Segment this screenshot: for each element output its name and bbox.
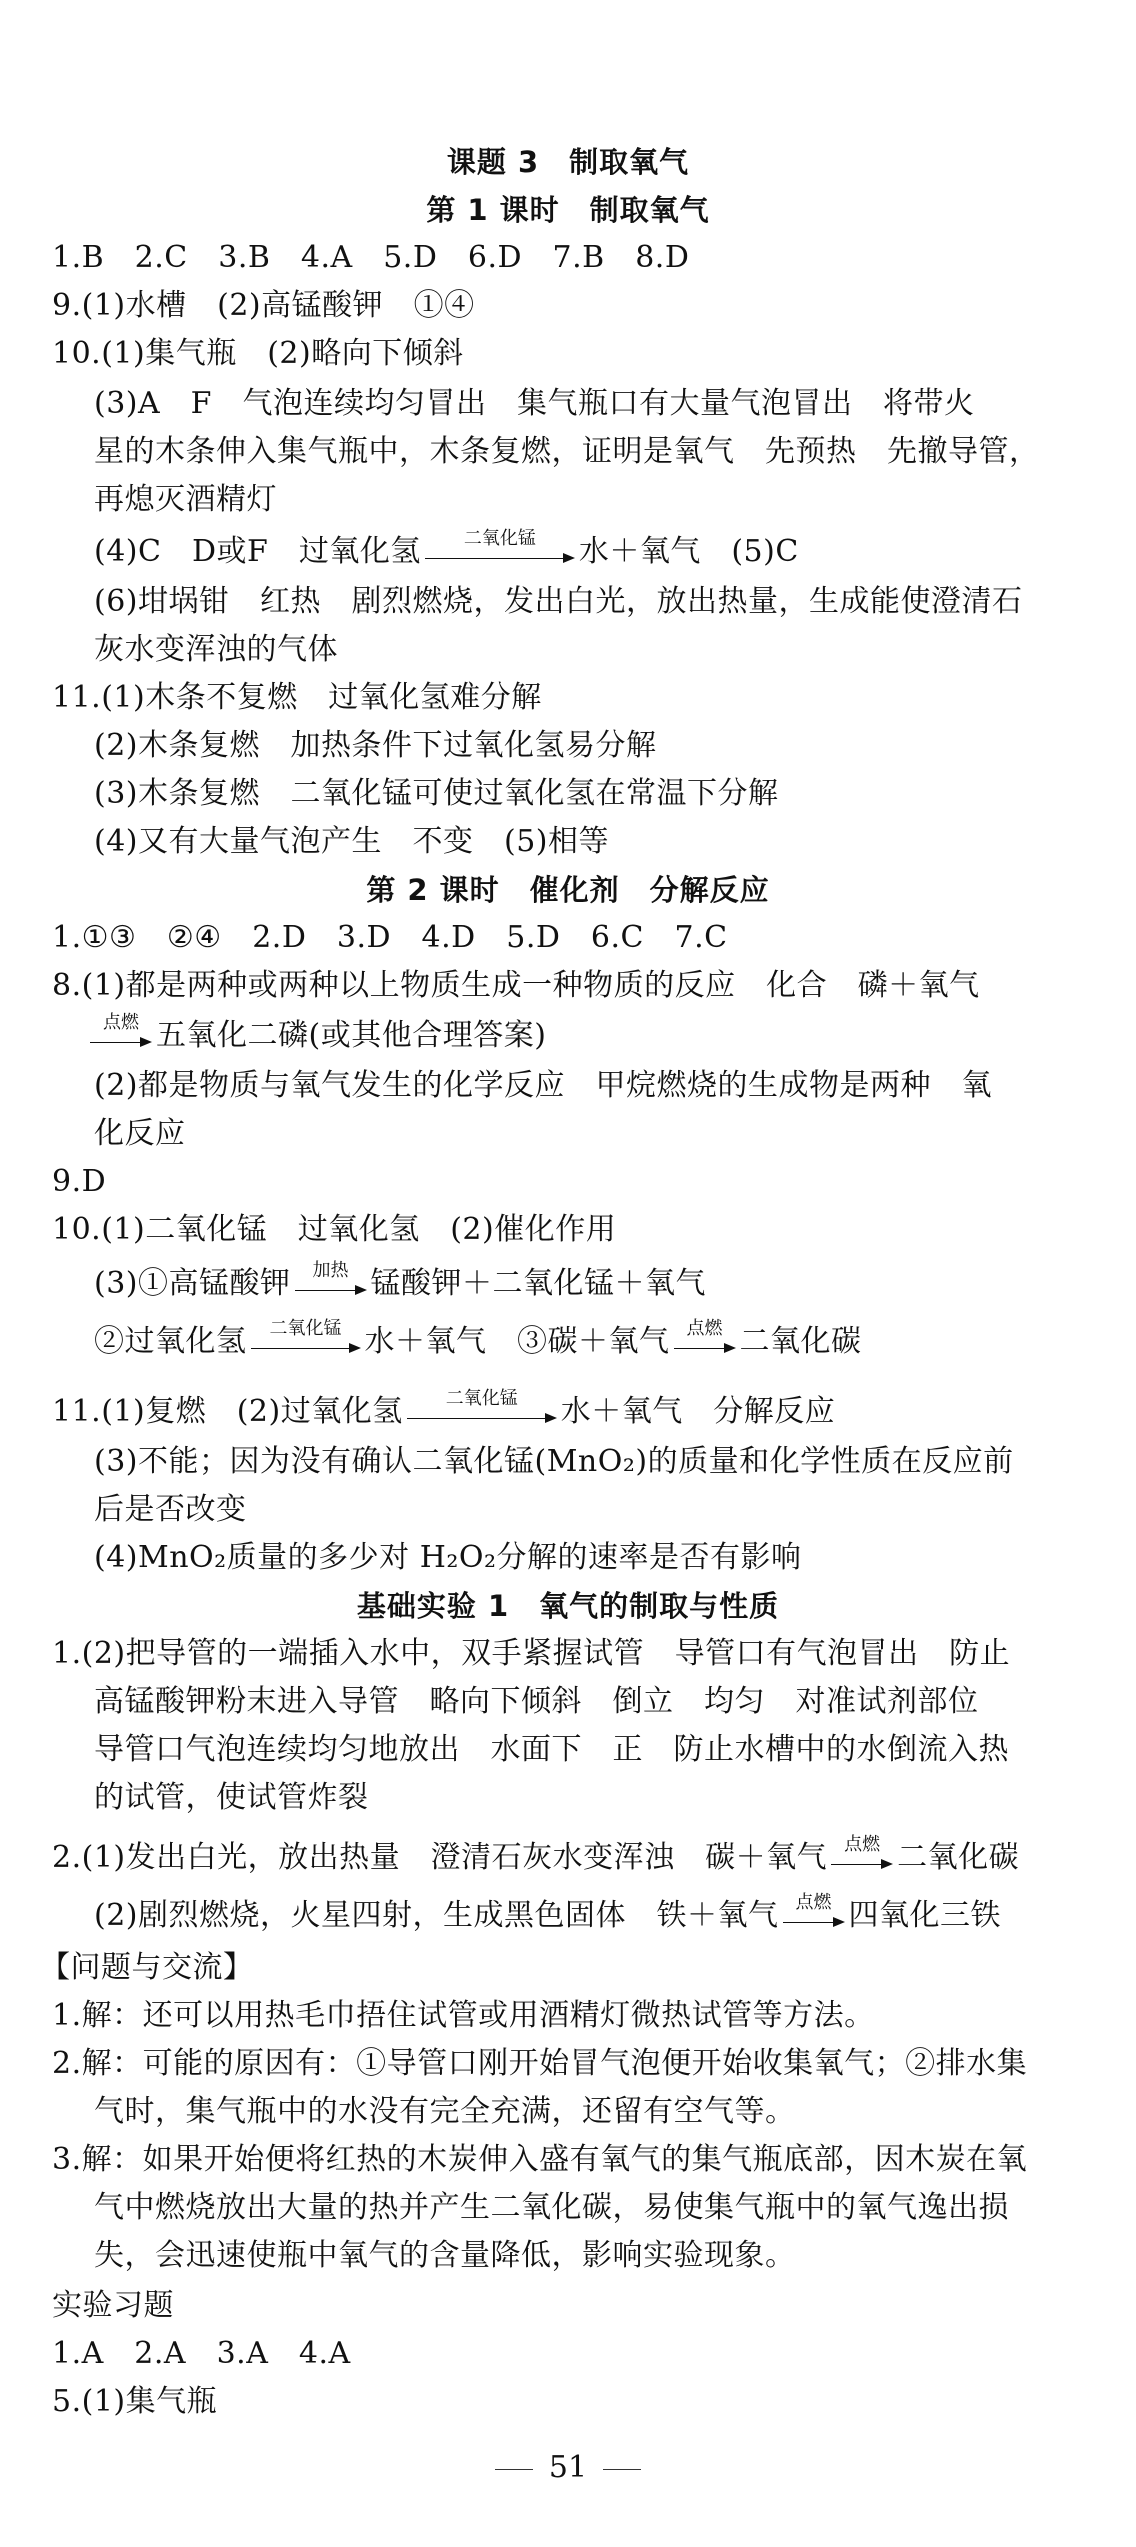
answer-line: 10.(1)二氧化锰 过氧化氢 (2)催化作用: [52, 1212, 617, 1247]
equation-right: 二氧化碳: [897, 1840, 1020, 1875]
answer-line: 星的木条伸入集气瓶中，木条复燃，证明是氧气 先预热 先撤导管，: [94, 434, 1040, 469]
answer-line: (4)又有大量气泡产生 不变 (5)相等: [94, 824, 609, 859]
equation-line: [52, 1388, 836, 1433]
answer-line: 2.解：可能的原因有：①导管口刚开始冒气泡便开始收集氧气；②排水集: [52, 2046, 1028, 2081]
subsection-label: 【问题与交流】: [40, 1950, 254, 1985]
answer-line: 气时，集气瓶中的水没有完全充满，还留有空气等。: [94, 2094, 796, 2129]
answer-line: (2)木条复燃 加热条件下过氧化氢易分解: [94, 728, 657, 763]
equation-left: (4)C D或F 过氧化氢: [94, 534, 421, 569]
arrow-condition: 二氧化锰: [269, 1318, 342, 1339]
arrow-condition: 点燃: [103, 1012, 139, 1033]
subsection-label: 实验习题: [52, 2288, 174, 2323]
page-number: [0, 2448, 1136, 2488]
answer-line: 1.B 2.C 3.B 4.A 5.D 6.D 7.B 8.D: [52, 240, 690, 275]
equation-line: [94, 1260, 706, 1305]
page-number-text: 51: [548, 2450, 588, 2485]
answer-line: 高锰酸钾粉末进入导管 略向下倾斜 倒立 均匀 对准试剂部位: [94, 1684, 979, 1719]
equation-right: 四氧化三铁: [848, 1898, 1001, 1933]
equation-left: 11.(1)复燃 (2)过氧化氢: [52, 1394, 403, 1429]
equation-left: (3)①高锰酸钾: [94, 1266, 291, 1301]
answer-line: 11.(1)木条不复燃 过氧化氢难分解: [52, 680, 542, 715]
equation-right: 五氧化二磷(或其他合理答案): [156, 1018, 547, 1053]
section-title-3: 基础实验 1 氧气的制取与性质: [356, 1589, 780, 1623]
equation-right: 二氧化碳: [739, 1324, 862, 1359]
answer-line: 1.解：还可以用热毛巾捂住试管或用酒精灯微热试管等方法。: [52, 1998, 875, 2033]
answer-line: 5.(1)集气瓶: [52, 2384, 218, 2419]
reaction-arrow: [407, 1388, 557, 1433]
answer-line: 3.解：如果开始便将红热的木炭伸入盛有氧气的集气瓶底部，因木炭在氧: [52, 2142, 1028, 2177]
answer-line: (3)木条复燃 二氧化锰可使过氧化氢在常温下分解: [94, 776, 779, 811]
equation-left: ②过氧化氢: [94, 1324, 247, 1359]
arrow-condition: 二氧化锰: [463, 528, 536, 549]
arrow-condition: 加热: [312, 1260, 349, 1281]
answer-line: 9.D: [52, 1164, 107, 1199]
answer-line: 再熄灭酒精灯: [94, 482, 277, 517]
answer-line: 导管口气泡连续均匀地放出 水面下 正 防止水槽中的水倒流入热: [94, 1732, 1009, 1767]
arrow-condition: 点燃: [844, 1834, 881, 1855]
equation-left: (2)剧烈燃烧，火星四射，生成黑色固体 铁＋氧气: [94, 1898, 779, 1933]
reaction-arrow: [783, 1892, 845, 1937]
lesson-title: 课题 3 制取氧气: [446, 145, 690, 179]
answer-line: 8.(1)都是两种或两种以上物质生成一种物质的反应 化合 磷＋氧气: [52, 968, 980, 1003]
answer-line: 9.(1)水槽 (2)高锰酸钾 ①④: [52, 288, 475, 323]
page-number-dash-left: [495, 2469, 533, 2470]
answer-line: 化反应: [94, 1116, 186, 1151]
page-number-dash-right: [603, 2469, 641, 2470]
answer-line: 灰水变浑浊的气体: [94, 632, 338, 667]
answer-line: 1.A 2.A 3.A 4.A: [52, 2336, 351, 2371]
section-title-1: 第 1 课时 制取氧气: [426, 193, 710, 227]
arrow-condition: 点燃: [795, 1892, 832, 1913]
reaction-arrow: [90, 1012, 152, 1057]
equation-line: [52, 1834, 1020, 1879]
answer-line: (3)A F 气泡连续均匀冒出 集气瓶口有大量气泡冒出 将带火: [94, 386, 975, 421]
answer-line: 气中燃烧放出大量的热并产生二氧化碳，易使集气瓶中的氧气逸出损: [94, 2190, 1009, 2225]
equation-right: 水＋氧气 (5)C: [578, 534, 799, 569]
answer-line: 10.(1)集气瓶 (2)略向下倾斜: [52, 336, 464, 371]
answer-line: 后是否改变: [94, 1492, 247, 1527]
arrow-condition: 点燃: [686, 1318, 723, 1339]
answer-line: 失，会迅速使瓶中氧气的含量降低，影响实验现象。: [94, 2238, 796, 2273]
reaction-arrow: [831, 1834, 893, 1879]
arrow-condition: 二氧化锰: [445, 1388, 518, 1409]
section-title-2: 第 2 课时 催化剂 分解反应: [366, 873, 770, 907]
equation-right: 水＋氧气 分解反应: [560, 1394, 836, 1429]
reaction-arrow: [425, 528, 575, 573]
answer-line: (2)都是物质与氧气发生的化学反应 甲烷燃烧的生成物是两种 氧: [94, 1068, 992, 1103]
equation-left: 2.(1)发出白光，放出热量 澄清石灰水变浑浊 碳＋氧气: [52, 1840, 828, 1875]
reaction-arrow: [674, 1318, 736, 1363]
equation-right: 锰酸钾＋二氧化锰＋氧气: [370, 1266, 706, 1301]
equation-line: [94, 528, 799, 573]
answer-line: (3)不能；因为没有确认二氧化锰(MnO₂)的质量和化学性质在反应前: [94, 1444, 1014, 1479]
equation-line: [94, 1012, 547, 1057]
answer-line: (4)MnO₂质量的多少对 H₂O₂分解的速率是否有影响: [94, 1540, 802, 1575]
answer-line: 的试管，使试管炸裂: [94, 1780, 369, 1815]
equation-middle: 水＋氧气 ③碳＋氧气: [364, 1324, 670, 1359]
answer-line: 1.(2)把导管的一端插入水中，双手紧握试管 导管口有气泡冒出 防止: [52, 1636, 1011, 1671]
reaction-arrow: [295, 1260, 367, 1305]
equation-line: [94, 1318, 862, 1363]
equation-line: [94, 1892, 1001, 1937]
answer-line: 1.①③ ②④ 2.D 3.D 4.D 5.D 6.C 7.C: [52, 920, 728, 955]
reaction-arrow: [251, 1318, 361, 1363]
answer-line: (6)坩埚钳 红热 剧烈燃烧，发出白光，放出热量，生成能使澄清石: [94, 584, 1023, 619]
